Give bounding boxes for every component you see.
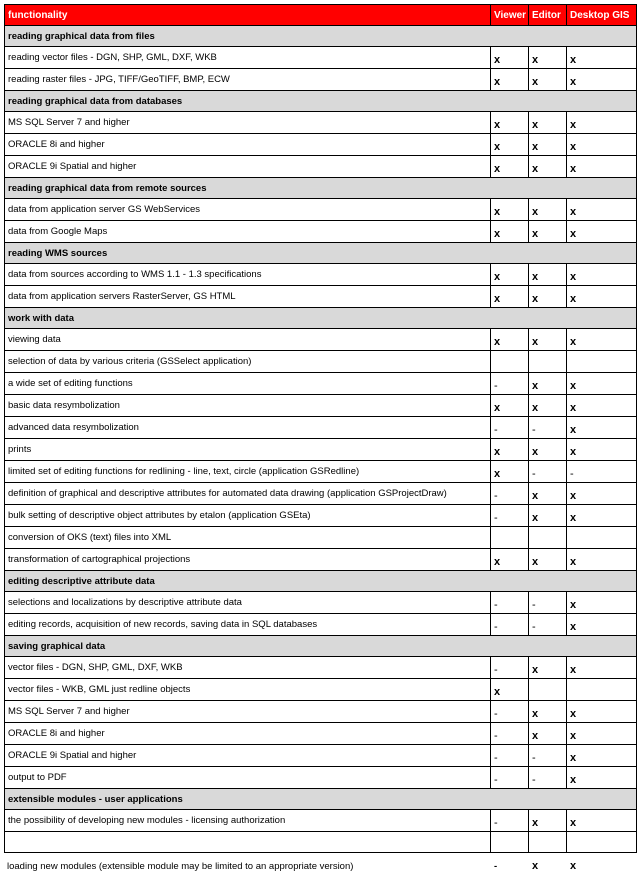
feature-label: bulk setting of descriptive object attributes by etalon (application GSEta) (5, 505, 491, 527)
table-row (5, 767, 637, 789)
desktop-gis-mark: x (567, 810, 637, 832)
desktop-gis-mark: x (567, 156, 637, 178)
viewer-mark: - (491, 592, 529, 614)
viewer-mark: x (491, 395, 529, 417)
desktop-gis-mark: x (567, 614, 637, 636)
viewer-mark: x (491, 69, 529, 91)
editor-mark: x (529, 373, 567, 395)
section-header-row (5, 308, 637, 329)
empty-table-row (5, 832, 637, 853)
section-header-row (5, 26, 637, 47)
feature-label: vector files - DGN, SHP, GML, DXF, WKB (5, 657, 491, 679)
editor-mark: x (529, 549, 567, 571)
table-row (5, 592, 637, 614)
tail-row-editor-mark: x (532, 860, 539, 872)
viewer-mark (491, 351, 529, 373)
viewer-mark: - (491, 657, 529, 679)
editor-mark: - (529, 461, 567, 483)
feature-label: data from application server GS WebServices (5, 199, 491, 221)
table-header-row (5, 5, 637, 26)
table-row (5, 745, 637, 767)
desktop-gis-mark: x (567, 329, 637, 351)
desktop-gis-mark: x (567, 657, 637, 679)
section-title: reading graphical data from databases (5, 91, 637, 112)
feature-label: ORACLE 9i Spatial and higher (5, 156, 491, 178)
feature-label: the possibility of developing new modules - licensing authorization (5, 810, 491, 832)
table-row (5, 679, 637, 701)
viewer-mark: - (491, 745, 529, 767)
viewer-mark: x (491, 264, 529, 286)
editor-mark: - (529, 417, 567, 439)
desktop-gis-mark: x (567, 69, 637, 91)
section-header-row (5, 636, 637, 657)
table-row (5, 156, 637, 178)
feature-label: selection of data by various criteria (GSSelect application) (5, 351, 491, 373)
viewer-mark: - (491, 614, 529, 636)
desktop-gis-mark: x (567, 264, 637, 286)
empty-cell (567, 832, 637, 853)
table-row (5, 505, 637, 527)
viewer-mark: - (491, 723, 529, 745)
editor-mark (529, 351, 567, 373)
viewer-mark: - (491, 701, 529, 723)
empty-cell (529, 832, 567, 853)
feature-label: output to PDF (5, 767, 491, 789)
feature-label: basic data resymbolization (5, 395, 491, 417)
feature-label: prints (5, 439, 491, 461)
tail-row-label: loading new modules (extensible module may be limited to an appropriate version) (7, 861, 354, 872)
section-title: work with data (5, 308, 637, 329)
editor-mark: x (529, 156, 567, 178)
viewer-mark: - (491, 505, 529, 527)
table-row (5, 112, 637, 134)
desktop-gis-mark: x (567, 439, 637, 461)
tail-row-desktop-mark: x (570, 860, 577, 872)
desktop-gis-mark: x (567, 199, 637, 221)
editor-mark: x (529, 329, 567, 351)
feature-label: ORACLE 9i Spatial and higher (5, 745, 491, 767)
desktop-gis-mark: x (567, 417, 637, 439)
feature-label: data from application servers RasterServer, GS HTML (5, 286, 491, 308)
editor-mark: x (529, 69, 567, 91)
section-header-row (5, 571, 637, 592)
viewer-mark: - (491, 483, 529, 505)
feature-label: editing records, acquisition of new records, saving data in SQL databases (5, 614, 491, 636)
section-title: reading WMS sources (5, 243, 637, 264)
viewer-mark: x (491, 679, 529, 701)
editor-mark: x (529, 264, 567, 286)
desktop-gis-mark (567, 527, 637, 549)
column-header-editor: Editor (529, 5, 567, 26)
column-header-functionality: functionality (5, 5, 491, 26)
feature-label: vector files - WKB, GML just redline objects (5, 679, 491, 701)
viewer-mark: x (491, 112, 529, 134)
feature-comparison-sheet (4, 4, 636, 877)
table-row (5, 373, 637, 395)
column-header-desktop-gis: Desktop GIS (567, 5, 637, 26)
feature-label: reading vector files - DGN, SHP, GML, DXF, WKB (5, 47, 491, 69)
feature-label: conversion of OKS (text) files into XML (5, 527, 491, 549)
editor-mark: - (529, 592, 567, 614)
editor-mark (529, 679, 567, 701)
editor-mark: x (529, 657, 567, 679)
editor-mark: x (529, 810, 567, 832)
desktop-gis-mark: x (567, 134, 637, 156)
table-row (5, 221, 637, 243)
viewer-mark: x (491, 439, 529, 461)
table-row (5, 417, 637, 439)
table-body (5, 26, 637, 853)
desktop-gis-mark (567, 351, 637, 373)
editor-mark: x (529, 112, 567, 134)
section-title: editing descriptive attribute data (5, 571, 637, 592)
section-header-row (5, 178, 637, 199)
feature-label: a wide set of editing functions (5, 373, 491, 395)
feature-label: MS SQL Server 7 and higher (5, 112, 491, 134)
desktop-gis-mark: x (567, 767, 637, 789)
editor-mark: - (529, 767, 567, 789)
viewer-mark: x (491, 134, 529, 156)
editor-mark (529, 527, 567, 549)
desktop-gis-mark: x (567, 112, 637, 134)
table-row (5, 527, 637, 549)
section-title: reading graphical data from files (5, 26, 637, 47)
table-row (5, 286, 637, 308)
viewer-mark: x (491, 221, 529, 243)
desktop-gis-mark: x (567, 549, 637, 571)
table-row (5, 395, 637, 417)
editor-mark: - (529, 745, 567, 767)
feature-label: viewing data (5, 329, 491, 351)
feature-label: ORACLE 8i and higher (5, 723, 491, 745)
feature-label: definition of graphical and descriptive attributes for automated data drawing (application GSProjectDraw) (5, 483, 491, 505)
feature-label: limited set of editing functions for redlining - line, text, circle (application GSRedline) (5, 461, 491, 483)
editor-mark: x (529, 199, 567, 221)
table-row (5, 264, 637, 286)
editor-mark: x (529, 286, 567, 308)
table-row (5, 810, 637, 832)
feature-label: selections and localizations by descriptive attribute data (5, 592, 491, 614)
feature-label: ORACLE 8i and higher (5, 134, 491, 156)
desktop-gis-mark: x (567, 373, 637, 395)
table-row (5, 134, 637, 156)
table-row (5, 199, 637, 221)
feature-label: data from Google Maps (5, 221, 491, 243)
feature-label: reading raster files - JPG, TIFF/GeoTIFF, BMP, ECW (5, 69, 491, 91)
editor-mark: x (529, 483, 567, 505)
desktop-gis-mark: x (567, 286, 637, 308)
desktop-gis-mark: x (567, 745, 637, 767)
table-row (5, 439, 637, 461)
desktop-gis-mark: x (567, 701, 637, 723)
editor-mark: - (529, 614, 567, 636)
table-row (5, 483, 637, 505)
viewer-mark: x (491, 156, 529, 178)
desktop-gis-mark: x (567, 505, 637, 527)
empty-cell (5, 832, 491, 853)
table-row (5, 47, 637, 69)
feature-label: advanced data resymbolization (5, 417, 491, 439)
viewer-mark: - (491, 373, 529, 395)
editor-mark: x (529, 701, 567, 723)
feature-label: data from sources according to WMS 1.1 - 1.3 specifications (5, 264, 491, 286)
desktop-gis-mark: x (567, 221, 637, 243)
editor-mark: x (529, 47, 567, 69)
editor-mark: x (529, 221, 567, 243)
empty-cell (491, 832, 529, 853)
desktop-gis-mark (567, 679, 637, 701)
desktop-gis-mark: x (567, 395, 637, 417)
table-row (5, 701, 637, 723)
viewer-mark (491, 527, 529, 549)
editor-mark: x (529, 723, 567, 745)
table-row (5, 549, 637, 571)
desktop-gis-mark: x (567, 47, 637, 69)
editor-mark: x (529, 134, 567, 156)
section-title: extensible modules - user applications (5, 789, 637, 810)
viewer-mark: x (491, 47, 529, 69)
section-title: saving graphical data (5, 636, 637, 657)
viewer-mark: x (491, 329, 529, 351)
editor-mark: x (529, 395, 567, 417)
viewer-mark: x (491, 461, 529, 483)
section-header-row (5, 243, 637, 264)
column-header-viewer: Viewer (491, 5, 529, 26)
editor-mark: x (529, 439, 567, 461)
editor-mark: x (529, 505, 567, 527)
tail-row (4, 853, 636, 877)
viewer-mark: - (491, 417, 529, 439)
section-header-row (5, 91, 637, 112)
section-header-row (5, 789, 637, 810)
feature-label: transformation of cartographical projections (5, 549, 491, 571)
table-row (5, 657, 637, 679)
viewer-mark: - (491, 767, 529, 789)
table-row (5, 329, 637, 351)
table-row (5, 723, 637, 745)
desktop-gis-mark: x (567, 723, 637, 745)
viewer-mark: x (491, 286, 529, 308)
viewer-mark: - (491, 810, 529, 832)
table-row (5, 461, 637, 483)
table-row (5, 351, 637, 373)
table-row (5, 614, 637, 636)
desktop-gis-mark: x (567, 483, 637, 505)
viewer-mark: x (491, 199, 529, 221)
desktop-gis-mark: - (567, 461, 637, 483)
desktop-gis-mark: x (567, 592, 637, 614)
section-title: reading graphical data from remote sources (5, 178, 637, 199)
tail-row-viewer-mark: - (494, 861, 498, 872)
feature-comparison-table (4, 4, 637, 853)
viewer-mark: x (491, 549, 529, 571)
table-row (5, 69, 637, 91)
feature-label: MS SQL Server 7 and higher (5, 701, 491, 723)
